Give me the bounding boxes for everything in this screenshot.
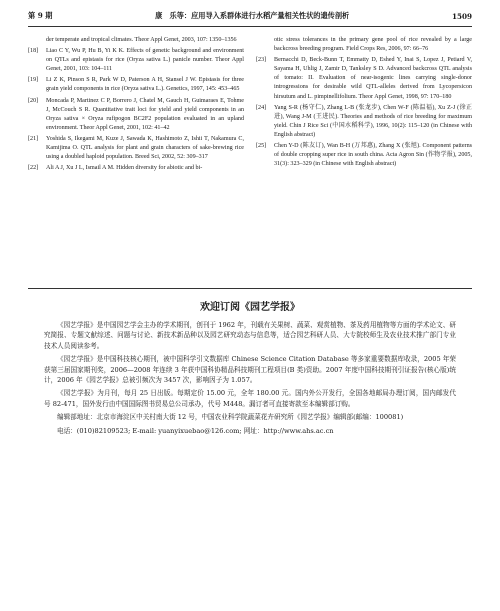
issue-number: 第 9 期 (28, 11, 53, 20)
reference-item: otic stress tolerances in the primary gene pool of rice revealed by a large backcross breeding program. Field Crops Res, 2006, 97: 66–76 (274, 37, 472, 53)
running-title: 康 乐等：应用导入系群体进行水稻产量相关性状的遗传剖析 (155, 11, 350, 20)
page-number: 1509 (451, 11, 472, 21)
advert-contact-line: 电话：(010)82109523; E-mail: yuanyixuebao@126.com; 网址：http://www.ahs.ac.cn (57, 426, 334, 435)
reference-item: [23] Bernacchi D, Beck-Bunn T, Emmatty D, Eshed Y, Inai S, Lopez J, Petiard V, Sayama H, Uhlig J, Zamir D, Tanksley S D. Advanced backcross QTL analysis of tomato: II. Evaluation of near-isogenic lines carrying single-donor introgressions for desirable wild QTL-alleles derived from Lycopersicon hirsutum and L. pimpinellifolium. Theor Appl Genet, 1998, 97: 170–180 (256, 57, 472, 100)
reference-item: [24] Yang S-R (杨守仁), Zhang L-B (张龙步), Chen W-F (陈温福), Xu Z-J (徐正进), Wang J-M (王进民). Theories and methods of rice breeding for maximum yield. Chin J Rice Sci (中国水稻科学), 1996, 10(2): 115–120 (in Chinese with English abstract) (256, 104, 472, 138)
references-section (28, 36, 472, 175)
references-left-column (28, 36, 244, 175)
advert-paragraph-subscription: 《园艺学报》为月刊，每月 25 日出版。每期定价 15.00 元，全年 180.00 元。国内外公开发行，全国各地邮局办理订阅，国内邮发代号 82-471，国外发行由中国国际图书贸易总公司承办，代号 M448。漏订者可直接寄款至本编辑部订购。 (44, 389, 456, 408)
page-header (28, 6, 472, 26)
reference-item: [25] Chen Y-D (陈友订), Wan B-H (万邦惠), Zhang X (张旭). Component patterns of double cropping super rice in south china. Acta Agron Sin (作物学报), 2005, 31(3): 323–329 (in Chinese with English abstract) (256, 143, 472, 168)
subscription-advert (44, 298, 456, 439)
reference-item: [21] Yoshida S, Ikegami M, Kuze J, Sawada K, Hashimoto Z, Ishii T, Nakamura C, Kamijima O. QTL analysis for plant and grain characters of sake-brewing rice using a doubled haploid population. Breed Sci, 2002, 52: 309–317 (28, 135, 244, 161)
reference-item: [20] Moncada P, Martinez C P, Borrero J, Chatel M, Gauch H, Guimaraes E, Tohme J, McCouch S R. Quantitative trait loci for yield and yield components in an Oryza sativa × Oryza rufipogon BC2F2 population evaluated in an upland environment. Theor Appl Genet, 2001, 102: 41–42 (28, 97, 244, 131)
reference-item: [19] Li Z K, Pinson S R, Park W D, Paterson A H, Stansel J W. Epistasis for three grain yield components in rice (Oryza sativa L.). Genetics, 1997, 145: 453–465 (28, 77, 244, 93)
header-rule (28, 26, 472, 27)
references-right-column (256, 36, 472, 175)
reference-item: der temperate and tropical climates. Theor Appl Genet, 2003, 107: 1350–1356 (46, 37, 237, 43)
advert-paragraph-address: 编辑部地址：北京市海淀区中关村南大街 12 号，中国农业科学院蔬菜花卉研究所《园艺学报》编辑部(邮编：100081) (57, 413, 404, 422)
advert-title: 欢迎订阅《园艺学报》 (200, 302, 300, 313)
reference-item: [18] Liao C Y, Wu P, Hu B, Yi K K. Effects of genetic background and environment on QTLs and epistasis for rice (Oryza sativa L.) panicle number. Theor Appl Genet, 2001, 103: 104–111 (28, 48, 244, 73)
advert-paragraph-intro: 《园艺学报》是中国园艺学会主办的学术期刊，创刊于 1962 年，刊载有关果树、蔬菜、观赏植物、茶及药用植物等方面的学术论文、研究简报、专题文献综述、问题与讨论、新技术新品种以及园艺研究动态与信息等，适合园艺科研人员、大专院校师生及农业技术推广部门专业技术人员阅读参考。 (44, 321, 456, 350)
section-divider (28, 288, 472, 289)
reference-item: [22] Ali A J, Xu J L, Ismail A M. Hidden diversity for abiotic and bi- (28, 165, 203, 172)
advert-paragraph-indexing: 《园艺学报》是中国科技核心期刊，被中国科学引文数据库 Chinese Science Citation Database 等多家重要数据库收录，2005 年荣获第三届国家期刊奖，2006—2008 年连续 3 年获中国科协精品科技期刊工程项目(B 类)资助。2007 年度中国科技期刊引证报告(核心版)统计，2006 年《园艺学报》总被引频次为 3457 次，影响因子为 1.057。 (44, 355, 456, 385)
